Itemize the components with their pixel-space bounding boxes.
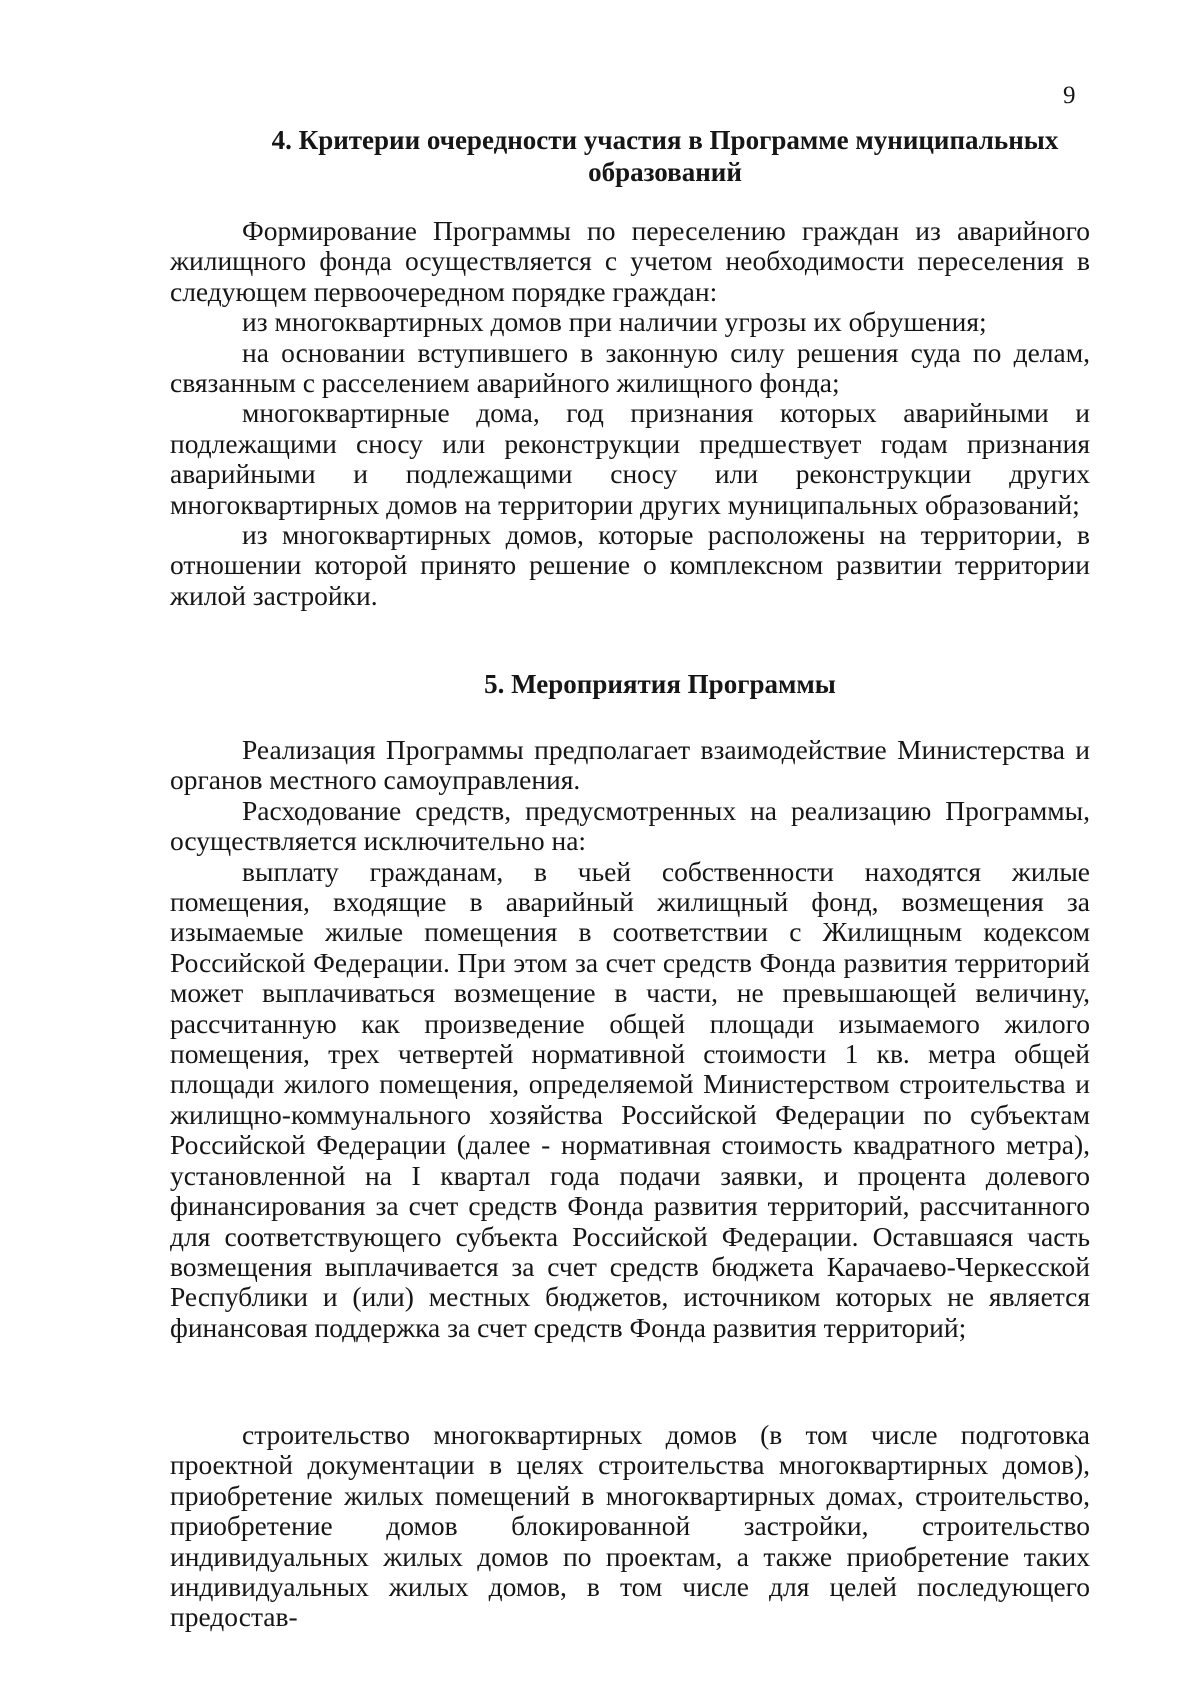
list-item: из многоквартирных домов, которые расположены на территории, в отношении которой принято решение о комплексном развитии территории жилой застройки. — [170, 519, 1090, 611]
list-item: многоквартирные дома, год признания которых аварийными и подлежащими сносу или реконструкции предшествует годам признания аварийными и подлежащими сносу или реконструкции других многоквартирных домов на территории других муниципальных образований; — [170, 397, 1090, 520]
list-item: строительство многоквартирных домов (в том числе подготовка проектной документации в целях строительства многоквартирных домов), приобретение жилых помещений в многоквартирных домах, строительство, приобретение домов блокированной застройки, строительство индивидуальных жилых домов по проектам, а также приобретение таких индивидуальных жилых домов, в том числе для целей последующего предостав- — [170, 1419, 1090, 1633]
page-number: 9 — [1063, 82, 1076, 109]
section-4-heading-line-1: 4. Критерии очередности участия в Программе муниципальных — [271, 125, 1059, 155]
section-4-body — [170, 216, 1090, 611]
section-4-heading — [240, 124, 1090, 188]
section-5-heading: 5. Мероприятия Программы — [484, 669, 836, 699]
section-5-body — [170, 735, 1090, 1343]
section-5-body-continued — [170, 1420, 1090, 1633]
section-4-heading-line-2: образований — [588, 157, 742, 187]
paragraph: Реализация Программы предполагает взаимодействие Министерства и органов местного самоуправления. — [170, 734, 1090, 796]
list-item: на основании вступившего в законную силу решения суда по делам, связанным с расселением аварийного жилищного фонда; — [170, 336, 1090, 399]
paragraph: Формирование Программы по переселению граждан из аварийного жилищного фонда осуществляется с учетом необходимости переселения в следующем первоочередном порядке граждан: — [170, 215, 1090, 307]
paragraph: Расходование средств, предусмотренных на реализацию Программы, осуществляется исключительно на: — [170, 794, 1090, 857]
list-item: выплату гражданам, в чьей собственности находятся жилые помещения, входящие в аварийный жилищный фонд, возмещения за изымаемые жилые помещения в соответствии с Жилищным кодексом Российской Федерации. При этом за счет средств Фонда развития территорий может выплачиваться возмещение в части, не превышающей величину, рассчитанную как произведение общей площади изымаемого жилого помещения, трех четвертей нормативной стоимости 1 кв. метра общей площади жилого помещения, определяемой Министерством строительства и жилищно-коммунального хозяйства Российской Федерации по субъектам Российской Федерации (далее - нормативная стоимость квадратного метра), установленной на I квартал года подачи заявки, и процента долевого финансирования за счет средств Фонда развития территорий, рассчитанного для соответствующего субъекта Российской Федерации. Оставшаяся часть возмещения выплачивается за счет средств бюджета Карачаево-Черкесской Республики и (или) местных бюджетов, источником которых не является финансовая поддержка за счет средств Фонда развития территорий; — [170, 855, 1090, 1343]
list-item: из многоквартирных домов при наличии угрозы их обрушения; — [242, 306, 987, 338]
